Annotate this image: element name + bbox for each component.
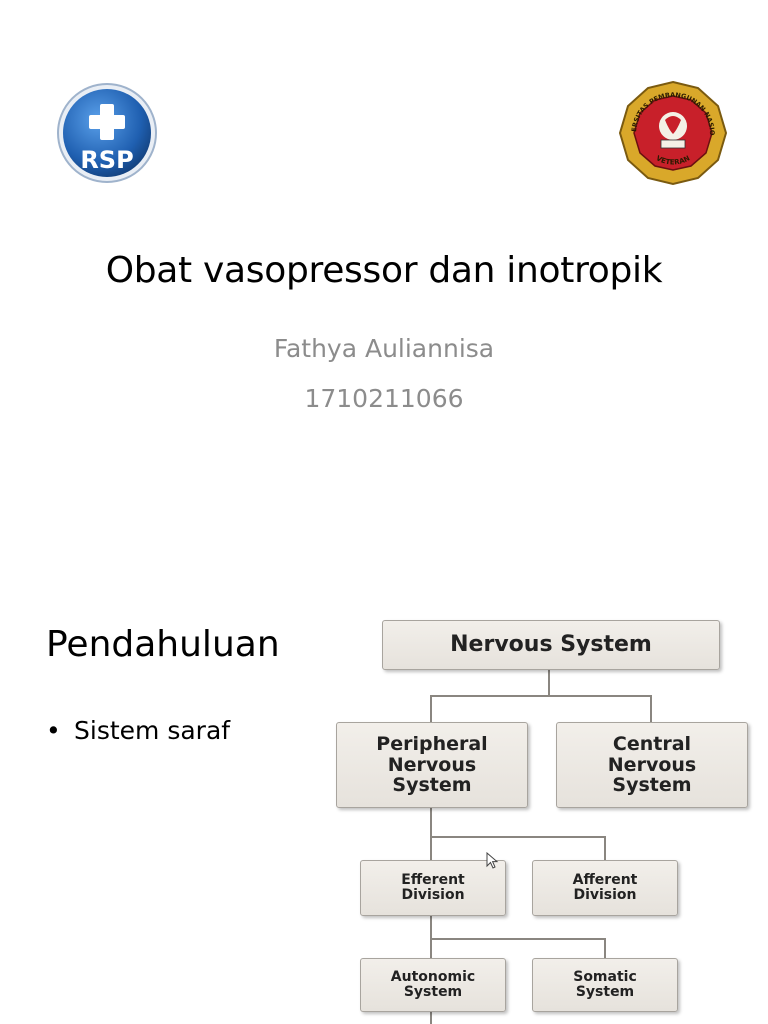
student-id: 1710211066	[304, 384, 464, 413]
bullet-text: Sistem saraf	[74, 716, 231, 745]
bullet-dot-icon: •	[46, 716, 61, 745]
intro-slide	[0, 576, 768, 1024]
node-peripheral-nervous-system: Peripheral Nervous System	[336, 722, 528, 808]
connector-line	[650, 695, 652, 722]
node-autonomic-system: Autonomic System	[360, 958, 506, 1012]
connector-line	[548, 670, 550, 696]
university-seal-icon	[618, 80, 728, 186]
svg-text:RSP: RSP	[80, 146, 134, 174]
connector-line	[604, 938, 606, 958]
connector-line	[604, 836, 606, 860]
rsp-logo-icon	[56, 82, 158, 184]
slide-title: Pendahuluan	[46, 624, 280, 665]
connector-line	[430, 695, 652, 697]
author-name: Fathya Auliannisa	[273, 334, 495, 363]
node-nervous-system: Nervous System	[382, 620, 720, 670]
node-afferent-division: Afferent Division	[532, 860, 678, 916]
bullet-item	[46, 716, 230, 745]
svg-text:VETERAN: VETERAN	[654, 154, 692, 167]
connector-line	[430, 836, 606, 838]
mouse-pointer-icon	[486, 852, 500, 870]
connector-line	[430, 695, 432, 722]
connector-line	[430, 938, 606, 940]
nervous-system-diagram	[326, 612, 756, 1024]
svg-text:UNIVERSITAS PEMBANGUNAN NASION: ERSITAS PEMBANGUNAN NASIO	[630, 90, 717, 136]
presentation-title: Obat vasopressor dan inotropik	[105, 250, 663, 291]
node-somatic-system: Somatic System	[532, 958, 678, 1012]
node-efferent-division: Efferent Division	[360, 860, 506, 916]
node-central-nervous-system: Central Nervous System	[556, 722, 748, 808]
